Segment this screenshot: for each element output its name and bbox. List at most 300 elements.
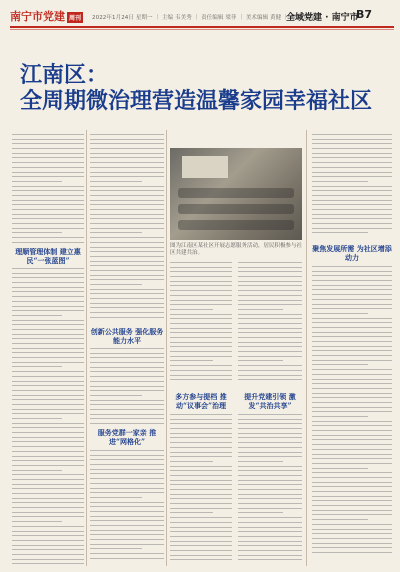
text-line [12,282,84,283]
text-line [238,365,302,366]
text-line [12,366,62,367]
text-line [238,550,302,551]
text-line [238,433,302,434]
text-line [12,413,84,414]
text-line [90,553,164,554]
text-line [12,172,84,173]
headline-line-1: 江南区： [20,62,109,88]
text-line [12,441,84,442]
text-column-2b [90,348,164,428]
text-line [312,200,392,201]
text-line [312,223,392,224]
text-line [170,489,232,490]
text-line [12,526,84,527]
text-line [312,369,392,370]
text-line [12,404,84,405]
text-line [90,298,164,299]
text-line [170,360,213,361]
text-line [90,190,164,191]
text-line [312,524,392,525]
text-line [312,209,392,210]
text-line [238,360,283,361]
text-line [238,370,302,371]
text-line [312,214,392,215]
text-column-4b [238,414,302,564]
text-line [90,251,164,252]
text-line [90,181,142,182]
text-line [312,322,392,323]
text-line [12,479,84,480]
text-line [90,414,164,415]
text-line [12,277,84,278]
text-line [312,402,392,403]
text-line [12,474,84,475]
text-line [12,535,84,536]
text-line [312,472,392,473]
photo-row [178,220,294,230]
text-line [90,450,164,451]
text-line [12,460,84,461]
masthead [0,0,400,40]
text-line [238,466,302,467]
text-line [238,300,302,301]
text-line [90,307,164,308]
text-line [312,374,392,375]
text-line [238,375,302,376]
text-line [12,432,84,433]
text-line [312,552,392,553]
text-line [170,365,232,366]
text-line [170,503,232,504]
text-line [90,469,164,470]
text-line [312,543,392,544]
text-line [238,323,302,324]
text-line [90,200,164,201]
text-line [90,516,164,517]
text-column-3b [170,414,232,564]
text-line [12,343,84,344]
text-line [12,362,84,363]
text-line [312,294,392,295]
text-line [170,527,232,528]
text-line [12,423,84,424]
text-line [12,296,84,297]
text-line [312,134,392,135]
text-line [90,284,142,285]
text-line [238,480,302,481]
text-line [90,506,164,507]
text-line [90,303,164,304]
text-line [12,176,84,177]
text-line [12,181,62,182]
text-line [312,533,392,534]
text-line [312,167,392,168]
text-line [238,475,302,476]
text-line [12,502,84,503]
text-line [170,346,232,347]
text-line [170,428,232,429]
text-line [170,559,232,560]
text-column-5b [312,266,392,557]
dateline: 2022年1月24日 星期一 ｜ 主编 韦美秀 ｜ 责任编辑 梁菲 ｜ 美术编辑 黄健 ｜ 校对 周荷 [92,15,315,21]
text-line [90,548,142,549]
section-title: 全域党建 · 南宁市 [286,13,359,23]
text-line [90,148,164,149]
text-line [312,393,392,394]
text-line [312,435,392,436]
text-line [90,464,164,465]
text-line [12,195,84,196]
text-line [238,304,302,305]
text-line [170,456,232,457]
text-line [238,559,302,560]
text-line [170,541,232,542]
text-line [312,439,392,440]
photo-row [178,204,294,214]
text-line [312,143,392,144]
text-line [238,527,302,528]
text-line [312,477,392,478]
text-line [238,271,302,272]
text-line [90,232,142,233]
text-line [12,376,84,377]
text-line [312,299,392,300]
text-line [12,484,84,485]
text-line [12,157,84,158]
column-rule [306,130,307,566]
text-line [12,470,62,471]
text-line [12,446,84,447]
text-line [312,425,392,426]
text-line [90,214,164,215]
text-line [170,470,232,471]
text-line [312,388,392,389]
text-line [12,385,84,386]
text-line [90,376,164,377]
text-line [90,423,164,424]
text-line [170,494,232,495]
text-line [90,362,164,363]
text-line [312,449,392,450]
text-line [238,262,302,263]
text-line [312,458,392,459]
text-line [312,505,392,506]
text-line [312,318,392,319]
text-line [312,332,392,333]
text-line [312,468,368,469]
text-line [170,419,232,420]
text-line [90,289,164,290]
text-line [170,300,232,301]
text-line [312,190,392,191]
text-line [90,237,164,238]
text-line [312,491,392,492]
text-line [90,279,164,280]
text-line [170,536,232,537]
text-line [238,508,302,509]
text-line [312,430,392,431]
text-line [170,309,213,310]
text-line [238,281,302,282]
text-line [12,540,84,541]
text-line [238,346,302,347]
text-line [312,350,392,351]
text-line [12,301,84,302]
text-line [312,486,392,487]
text-line [90,153,164,154]
text-line [312,500,392,501]
text-line [238,461,283,462]
text-line [312,266,392,267]
text-line [12,338,84,339]
text-line [312,411,392,412]
text-line [170,323,232,324]
text-line [12,329,84,330]
text-line [170,437,232,438]
text-line [12,348,84,349]
text-line [312,496,392,497]
text-line [170,517,232,518]
text-line [238,356,302,357]
subhead-2: 创新公共服务 强化服务能力水平 [90,327,164,345]
text-line [12,498,84,499]
text-line [12,437,84,438]
text-line [312,360,392,361]
text-line [312,529,392,530]
text-line [170,318,232,319]
text-line [90,502,164,503]
text-line [170,304,232,305]
text-line [90,157,164,158]
text-line [312,162,392,163]
text-line [312,421,392,422]
photo-screen [182,156,228,178]
text-line [90,265,164,266]
text-line [238,314,302,315]
text-line [170,508,232,509]
text-line [238,414,302,415]
text-line [238,428,302,429]
text-line [170,433,232,434]
text-line [170,475,232,476]
text-line [312,514,392,515]
text-line [12,268,84,269]
text-line [90,275,164,276]
text-line [90,539,164,540]
text-line [170,442,232,443]
text-line [12,563,84,564]
text-line [238,423,302,424]
text-line [90,312,164,313]
text-line [90,247,164,248]
text-line [12,516,84,517]
text-line [90,418,164,419]
text-line [312,416,368,417]
text-line [238,489,302,490]
text-line [90,558,164,559]
text-line [90,270,164,271]
text-line [90,525,164,526]
text-line [238,318,302,319]
text-line [90,176,164,177]
text-line [170,375,232,376]
text-line [170,550,232,551]
text-line [312,327,392,328]
text-line [12,554,84,555]
text-line [12,352,84,353]
text-line [312,407,392,408]
text-line [170,545,232,546]
text-line [90,395,142,396]
text-line [90,455,164,456]
text-line [312,364,368,365]
text-line [12,390,84,391]
text-line [312,346,392,347]
text-line [90,478,164,479]
text-line [170,423,232,424]
text-line [312,218,392,219]
text-line [312,232,368,233]
subhead-3: 服务党群一家亲 推进“网格化” [97,428,157,446]
text-line [12,531,84,532]
text-line [90,317,164,318]
headline [20,62,380,114]
text-line [90,409,164,410]
text-line [12,134,84,135]
text-line [312,153,392,154]
text-line [238,379,302,380]
text-line [170,290,232,291]
text-line [12,399,84,400]
page-number: B7 [356,8,373,21]
text-line [12,320,84,321]
text-line [170,555,232,556]
text-line [238,328,302,329]
text-line [312,304,392,305]
text-line [90,473,164,474]
text-line [90,204,164,205]
text-line [312,383,392,384]
text-line [238,342,302,343]
column-rule [166,130,167,566]
header-rule [10,26,394,28]
text-line [238,484,302,485]
text-line [312,195,392,196]
text-line [238,531,302,532]
text-line [12,162,84,163]
text-line [90,404,164,405]
news-photo [170,148,302,240]
text-line [90,497,142,498]
text-line [238,295,302,296]
text-line [90,256,164,257]
text-line [238,470,302,471]
text-line [12,545,84,546]
text-line [170,262,232,263]
text-line [12,153,84,154]
text-line [12,242,84,243]
text-line [12,456,84,457]
text-line [12,334,84,335]
text-line [12,310,84,311]
text-line [90,209,164,210]
text-line [312,228,392,229]
text-line [90,483,164,484]
text-line [90,534,164,535]
subhead-1: 理顺管理体制 建立惠民“一张蓝图” [15,247,81,265]
text-line [170,531,232,532]
text-line [90,242,164,243]
text-line [312,355,392,356]
text-line [312,139,392,140]
photo-caption: 图为江南区某社区开展志愿服务活动，居民积极参与社区共建共治。 [170,243,303,256]
text-line [90,223,164,224]
text-line [238,351,302,352]
photo-row [178,188,294,198]
text-line [238,290,302,291]
text-line [12,395,84,396]
text-line [12,427,84,428]
text-line [90,293,164,294]
text-line [90,371,164,372]
text-line [238,332,302,333]
text-line [12,559,84,560]
text-line [12,418,62,419]
text-column-2c [90,450,164,563]
text-line [90,162,164,163]
text-line [12,465,84,466]
text-line [170,332,232,333]
text-line [238,437,302,438]
text-line [12,148,84,149]
text-line [312,204,392,205]
text-line [90,186,164,187]
text-line [12,488,84,489]
text-line [90,143,164,144]
text-line [90,492,164,493]
text-line [90,172,164,173]
text-line [170,452,232,453]
text-line [312,289,392,290]
text-line [238,267,302,268]
text-column-4 [238,262,302,384]
text-line [170,484,232,485]
text-line [12,451,84,452]
text-line [238,536,302,537]
text-line [312,308,392,309]
text-line [312,482,392,483]
text-line [12,512,84,513]
text-line [12,204,84,205]
text-line [90,261,164,262]
text-line [170,351,232,352]
text-line [238,285,302,286]
text-line [238,447,302,448]
text-line [90,353,164,354]
text-line [238,517,302,518]
text-column-2 [90,134,164,322]
text-line [12,186,84,187]
text-line [170,447,232,448]
text-line [312,181,368,182]
text-line [12,200,84,201]
text-line [12,315,62,316]
brand-name: 南宁市党建 [10,10,65,23]
text-line [12,371,84,372]
text-line [12,232,62,233]
text-line [312,176,392,177]
text-line [90,357,164,358]
